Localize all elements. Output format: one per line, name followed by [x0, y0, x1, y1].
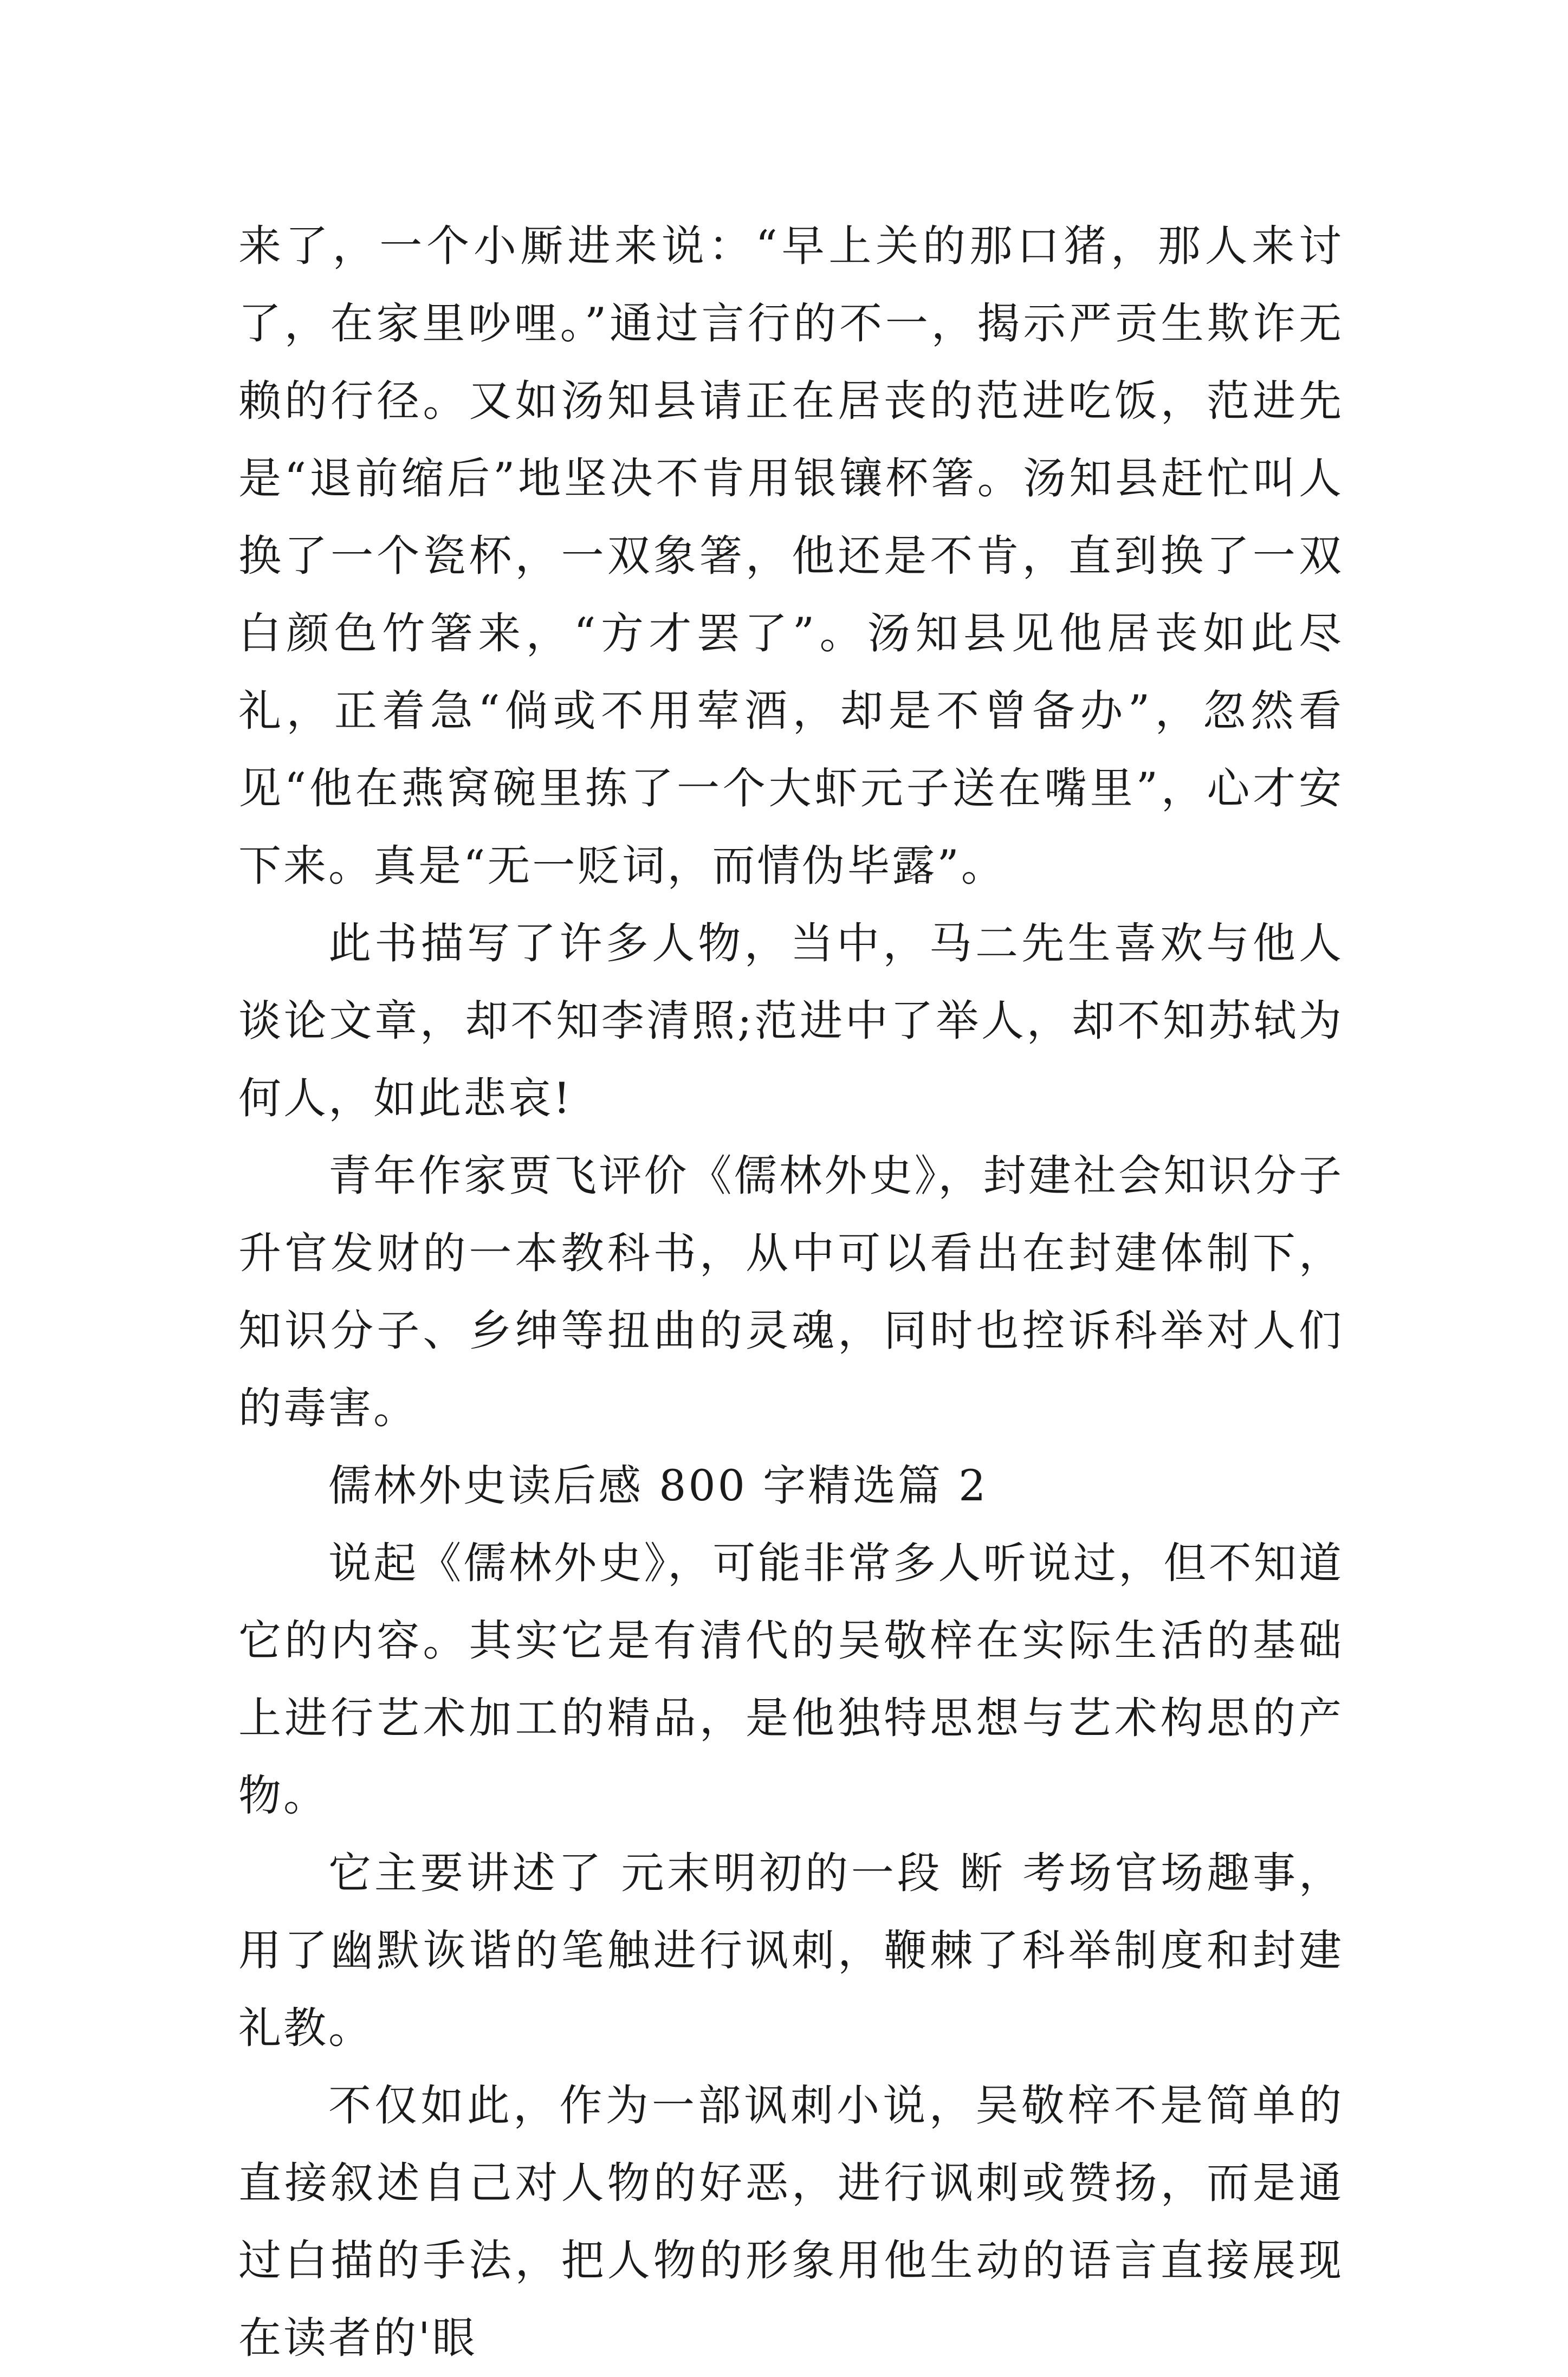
section-heading: 儒林外史读后感 800 字精选篇 2 [328, 1461, 988, 1511]
paragraph-main-content: 它主要讲述了 元末明初的一段 断 考场官场趣事，用了幽默诙谐的笔触进行讽刺，鞭棘了科举制度和封建礼教。 [238, 1848, 1344, 2053]
paragraph-satire-technique: 不仅如此，作为一部讽刺小说，吴敬梓不是简单的直接叙述自己对人物的好恶，进行讽刺或赞扬，而是通过白描的手法，把人物的形象用他生动的语言直接展现在读者的'眼 [238, 2081, 1344, 2363]
paragraph-jia-fei-review: 青年作家贾飞评价《儒林外史》，封建社会知识分子升官发财的一本教科书，从中可以看出在封建体制下，知识分子、乡绅等扭曲的灵魂，同时也控诉科举对人们的毒害。 [238, 1151, 1344, 1433]
paragraph-continued-text: 来了，一个小厮进来说：“早上关的那口猪，那人来讨了，在家里吵哩。”通过言行的不一，揭示严贡生欺诈无赖的行径。又如汤知县请正在居丧的范进吃饭，范进先是“退前缩后”地坚决不肯用银镶杯箸。汤知县赶忙叫人换了一个瓷杯，一双象箸，他还是不肯，直到换了一双白颜色竹箸来，“方才罢了”。汤知县见他居丧如此尽礼，正着急“倘或不用荤酒，却是不曾备办”，忽然看见“他在燕窝碗里拣了一个大虾元子送在嘴里”，心才安下来。真是“无一贬词，而情伪毕露”。 [238, 221, 1344, 891]
paragraph-characters: 此书描写了许多人物，当中，马二先生喜欢与他人谈论文章，却不知李清照;范进中了举人，却不知苏轼为何人，如此悲哀! [238, 918, 1344, 1123]
paragraph-introduction: 说起《儒林外史》，可能非常多人听说过，但不知道它的内容。其实它是有清代的吴敬梓在实际生活的基础上进行艺术加工的精品，是他独特思想与艺术构思的产物。 [238, 1538, 1344, 1821]
document-body [238, 208, 1344, 2377]
